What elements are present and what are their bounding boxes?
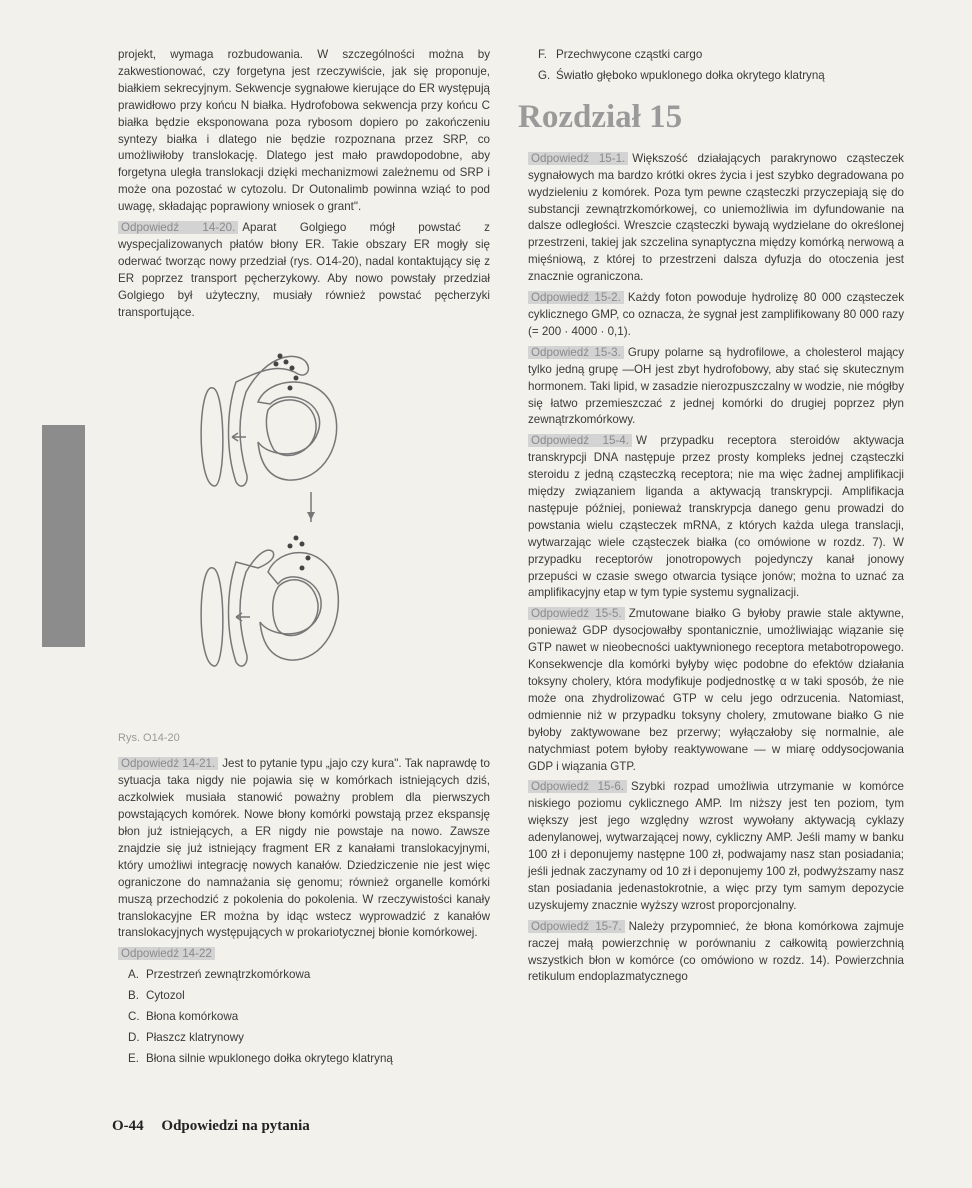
answer-tag: Odpowiedź 15-5. [528, 607, 625, 620]
answer-tag: Odpowiedź 15-2. [528, 291, 624, 304]
answer-tag: Odpowiedź 15-4. [528, 434, 632, 447]
answer-tag: Odpowiedź 14-21. [118, 757, 218, 770]
answer-15-6: Odpowiedź 15-6. Szybki rozpad umożliwia utrzymanie w komórce niskiego poziomu cyklicznego AMP. Im niższy jest ten poziom, tym większy jest jego względny wzrost wywołany aktywacją cyklazy adenylanowej, wytwarzającej nowy, cykliczny AMP. Jeśli mamy w banku 100 zł i deponujemy następne 100 zł, podwajamy nasz stan posiadania; jeśli jednak zaczynamy od 10 zł i deponujemy 100 zł, podwyższamy nasz stan posiadania jedenastokrotnie, a więc przy tym samym depozycie uzyskujemy znacznie wyższy wzrost proporcjonalny. [528, 780, 904, 912]
answer-text: Aparat Golgiego mógł powstać z wyspecjalizowanych płatów błony ER. Takie obszary ER mogły się oderwać tworząc nowy przedział (rys. O14-20), nadal kontaktujący się z ER poprzez transport pęcherzykowy. Aby nowo powstały przedział Golgiego był użyteczny, musiały również powstać pęcherzyki transportujące. [118, 221, 490, 319]
answer-tag: Odpowiedź 14-20. [118, 221, 238, 234]
answer-15-2: Odpowiedź 15-2. Każdy foton powoduje hydrolizę 80 000 cząsteczek cyklicznego GMP, co oznacza, że sygnał jest zamplifikowany 80 000 razy (= 200 · 4000 · 0,1). [528, 291, 904, 338]
answer-15-5: Odpowiedź 15-5. Zmutowane białko G byłoby prawie stale aktywne, ponieważ GDP dysocjowałby spontanicznie, umożliwiając wiązanie się GTP nawet w nieobecności uaktywnionego receptora metabotropowego. Konsekwencje dla komórki byłyby więc podobne do efektów działania toksyny cholery, która modyfikuje podjednostkę α w taki sposób, że nie może ona zhydrolizować GTP w celu jego odrzucenia. Natomiast, odmiennie niż w przypadku toksyny cholery, zmutowane białko G nie byłoby zaktywowane bez przerwy; wyłączałoby się normalnie, ale natychmiast potem byłoby reaktywowane — w miarę oddysocjowania GDP i wiązania GTP. [528, 607, 904, 773]
answer-15-3: Odpowiedź 15-3. Grupy polarne są hydrofilowe, a cholesterol mający tylko jedną grupę —OH jest zbyt hydrofobowy, aby stać się skutecznym hormonem. Taki lipid, w zasadzie nierozpuszczalny w wodzie, nie mógłby się łatwo przemieszczać z jednej komórki do drugiej poprzez płyn zewnątrzkomórkowy. [528, 345, 904, 427]
right-column [518, 47, 904, 990]
list-item: C. Błona komórkowa [128, 1010, 239, 1024]
list-item: E. Błona silnie wpuklonego dołka okrytego klatryną [128, 1051, 393, 1065]
running-title: Odpowiedzi na pytania [161, 1118, 310, 1134]
answer-text: Jest to pytanie typu „jajo czy kura". Tak naprawdę to sytuacja taka nigdy nie pojawia się w komórkach istniejących dziś, aczkolwiek musiała stanowić poważny problem dla pierwszych powstających komórek. Nowe błony komórki powstają przez ekspansję błon już istniejących, a ER nigdy nie powstaje na nowo. Zawsze znajdzie się już istniejący fragment ER z kanałami translokacyjnymi, który umożliwi integrację nowych kanałów. Dziedziczenie nie jest więc ograniczone do namnażania się genomu; również organelle komórki muszą przechodzić z pokolenia do pokolenia. W rzeczywistości kanały translokacyjne ER można by idąc wstecz wyprowadzić z kanałów translokacyjnych występujących w prokariotycznej błonie komórkowej. [118, 757, 490, 940]
answer-14-22-list [118, 967, 490, 1068]
list-item: B. Cytozol [128, 989, 185, 1003]
list-item: G. Światło głęboko wpuklonego dołka okrytego klatryną [538, 68, 825, 82]
answer-15-1: Odpowiedź 15-1. Większość działających parakrynowo cząsteczek sygnałowych ma bardzo krótki okres życia i jest szybko degradowana po wydzieleniu z komórek. Poza tym pewne cząsteczki przyczepiają się do substancji zewnątrzkomórkowej, co uniemożliwia im dyfundowanie na dalsze odległości. Wreszcie cząsteczki bywają wydzielane do określonej przestrzeni, takiej jak szczelina synaptyczna między komórką nerwową a mięśniową, z której to przestrzeni dalsza dyfuzja do otoczenia jest znacznie ograniczona. [528, 151, 904, 284]
answer-14-22 [118, 946, 490, 963]
answer-tag: Odpowiedź 15-7. [528, 920, 625, 933]
answer-14-22-list-continued [528, 47, 904, 85]
figure-o14-20 [118, 332, 490, 724]
golgi-diagram [118, 332, 490, 724]
list-item: A. Przestrzeń zewnątrzkomórkowa [128, 968, 311, 982]
figure-caption: Rys. O14-20 [118, 731, 180, 744]
answer-15-4: Odpowiedź 15-4. W przypadku receptora steroidów aktywacja transkrypcji DNA następuje przez prosty kompleks jednej cząsteczki steroidu z jedną cząsteczką receptora; nie ma więc żadnej amplifikacji między związaniem liganda a aktywacją transkrypcji. Amplifikacja następuje później, ponieważ transkrypcja danego genu prowadzi do powstania wielu cząsteczek mRNA, z których każda ulega translacji, wytwarzając wiele cząsteczek białka (co omówione w rozdz. 7). W przypadku receptorów jonotropowych pojedynczy kanał jonowy przepuści w czasie swego otwarcia tysiące jonów; można to uznać za amplifikacyjny etap w tym typie systemu sygnalizacji. [528, 434, 904, 600]
list-item: F. Przechwycone cząstki cargo [538, 48, 703, 61]
answer-14-20 [118, 220, 490, 321]
margin-tab [42, 425, 85, 647]
page-number: O-44 [112, 1118, 144, 1134]
answer-tag: Odpowiedź 15-3. [528, 346, 624, 359]
answer-tag: Odpowiedź 14-22 [118, 947, 215, 960]
chapter-heading: Rozdział 15 [518, 98, 683, 135]
continued-paragraph: projekt, wymaga rozbudowania. W szczególności można by zakwestionować, czy forgetyna jest rzeczywiście, jak się proponuje, białkiem sekrecyjnym. Sekwencje sygnałowe kierujące do ER występują prawidłowo przy końcu N białka. Hydrofobowa sekwencja przy końcu C białka będzie eksponowana poza rybosom dopiero po zakończeniu syntezy białka i dlatego nie będzie rozpoznana przez SRP, co umożliwiłoby translokację. Dlatego jest mało prawdopodobne, aby forgetyna uległa translokacji dzięki mechanizmowi zależnemu od SRP i może ona pozostać w cytozolu. Dr Outonalimb powinna wziąć to pod uwagę, składając poprawiony wniosek o grant". [118, 48, 490, 214]
page-footer [112, 1118, 310, 1135]
list-item: D. Płaszcz klatrynowy [128, 1031, 244, 1044]
answer-15-7: Odpowiedź 15-7. Należy przypomnieć, że błona komórkowa zajmuje raczej małą powierzchnię w porównaniu z całkowitą powierzchnią wszystkich błon w komórce (co omówiono w rozdz. 14). Powierzchnia retikulum endoplazmatycznego [528, 919, 904, 984]
left-column [118, 47, 490, 1072]
answer-tag: Odpowiedź 15-6. [528, 780, 627, 793]
answer-14-21 [118, 756, 490, 942]
answer-tag: Odpowiedź 15-1. [528, 152, 628, 165]
